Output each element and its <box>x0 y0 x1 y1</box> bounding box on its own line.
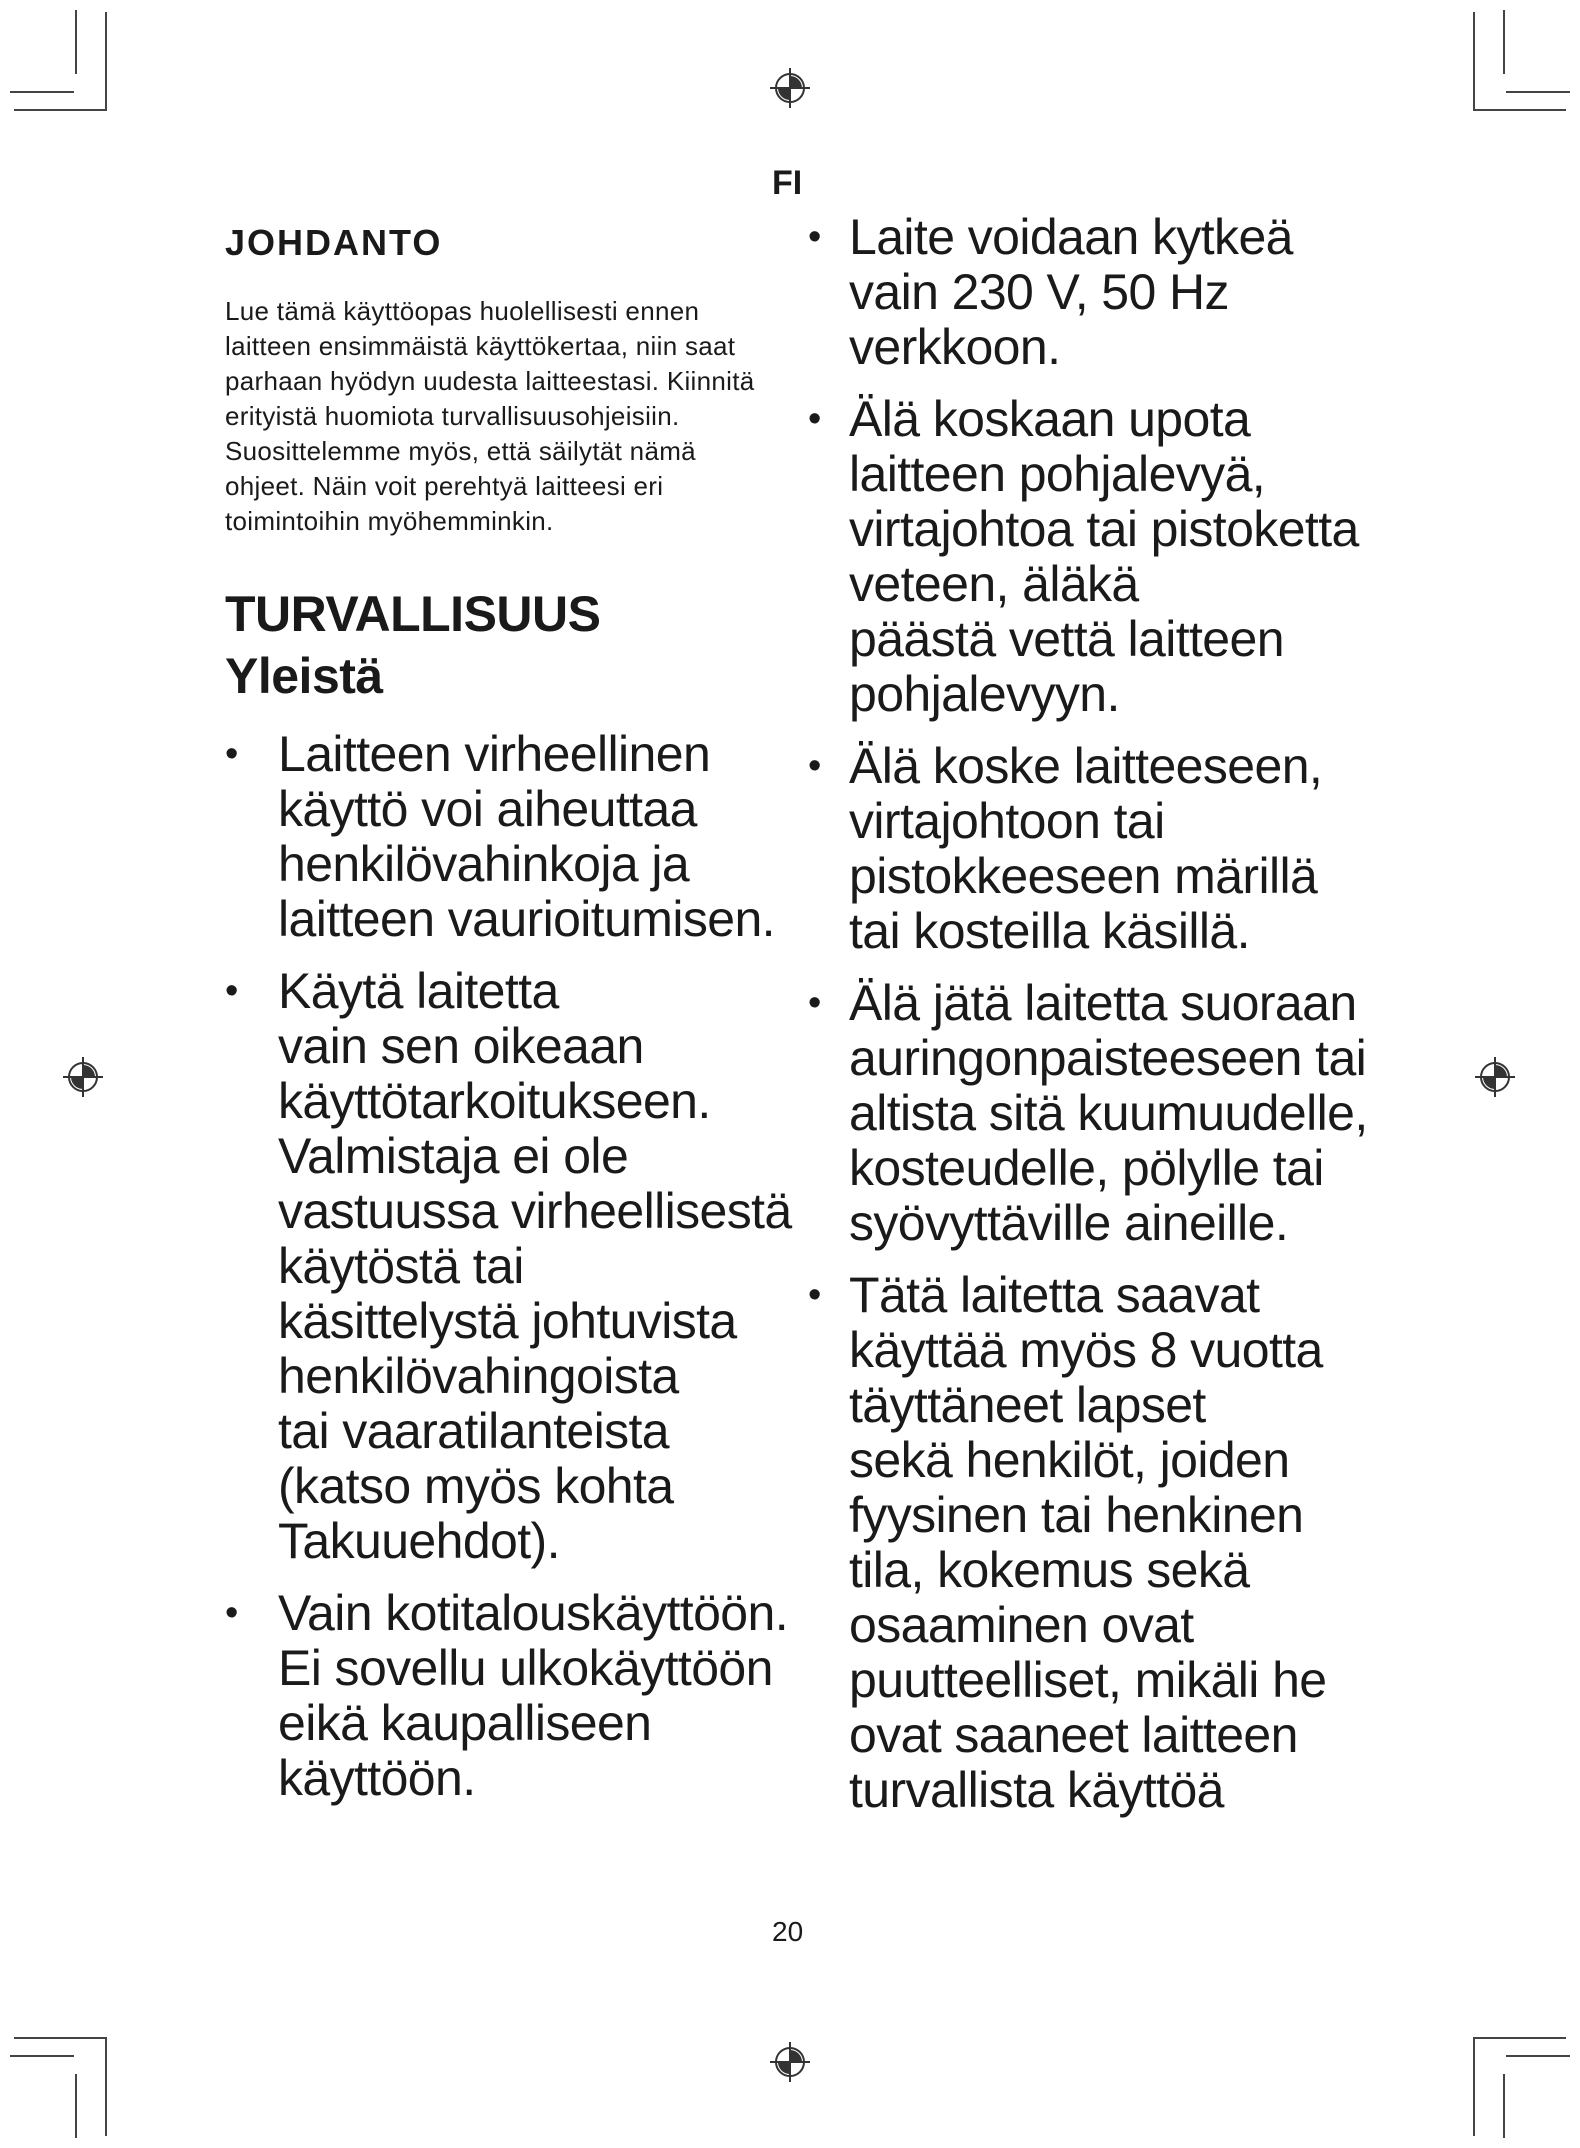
safety-list-right <box>808 210 1418 1818</box>
registration-mark-icon <box>768 66 812 110</box>
bullet-icon: • <box>225 1592 238 1634</box>
list-item <box>808 392 1418 722</box>
bullet-icon: • <box>225 733 238 775</box>
list-item-text: Laitteen virheellinen käyttö voi aiheuttaa henkilövahinkoja ja laitteen vaurioitumisen. <box>278 726 775 947</box>
bullet-icon: • <box>808 398 821 440</box>
list-item <box>808 739 1418 959</box>
list-item <box>225 964 825 1569</box>
bullet-icon: • <box>808 1274 821 1316</box>
left-column <box>225 222 825 1823</box>
list-item-text: Älä jätä laitetta suoraan auringonpaisteeseen tai altista sitä kuumuudelle, kosteudelle, pölylle tai syövyttäville aineille. <box>849 975 1368 1251</box>
list-item-text: Käytä laitetta vain sen oikeaan käyttötarkoitukseen. Valmistaja ei ole vastuussa virheellisestä käytöstä tai käsittelystä johtuvista henkilövahingoista tai vaaratilanteista (katso myös kohta Takuuehdot). <box>278 963 792 1569</box>
intro-text: Lue tämä käyttöopas huolellisesti ennen laitteen ensimmäistä käyttökertaa, niin saat parhaan hyödyn uudesta laitteestasi. Kiinnitä erityistä huomiota turvallisuusohjeisiin. Suosittelemme myös, että säilytät nämä ohjeet. Näin voit perehtyä laitteesi eri toimintoihin myöhemminkin. <box>225 296 755 536</box>
list-item-text: Vain kotitalouskäyttöön. Ei sovellu ulkokäyttöön eikä kaupalliseen käyttöön. <box>278 1585 788 1806</box>
list-item-text: Tätä laitetta saavat käyttää myös 8 vuotta täyttäneet lapset sekä henkilöt, joiden fyysinen tai henkinen tila, kokemus sekä osaaminen ovat puutteelliset, mikäli he ovat saaneet laitteen turvallista käyttöä <box>849 1267 1327 1818</box>
page-number: 20 <box>772 1916 804 1947</box>
bullet-icon: • <box>808 745 821 787</box>
list-item-text: Laite voidaan kytkeä vain 230 V, 50 Hz verkkoon. <box>849 209 1293 375</box>
registration-mark-icon <box>1473 1055 1517 1099</box>
registration-mark-icon <box>61 1055 105 1099</box>
list-item <box>808 976 1418 1251</box>
safety-list-left <box>225 727 825 1806</box>
list-item <box>808 1268 1418 1818</box>
language-code: FI <box>772 164 803 202</box>
bullet-icon: • <box>808 982 821 1024</box>
list-item <box>225 1586 825 1806</box>
general-subheading: Yleistä <box>225 648 383 704</box>
safety-heading: TURVALLISUUS <box>225 586 601 642</box>
list-item <box>225 727 825 947</box>
bullet-icon: • <box>225 970 238 1012</box>
list-item-text: Älä koskaan upota laitteen pohjalevyä, virtajohtoa tai pistoketta veteen, äläkä päästä vettä laitteen pohjalevyyn. <box>849 391 1359 722</box>
right-column <box>808 210 1418 1835</box>
list-item-text: Älä koske laitteeseen, virtajohtoon tai pistokkeeseen märillä tai kosteilla käsillä. <box>849 738 1323 959</box>
list-item <box>808 210 1418 375</box>
registration-mark-icon <box>768 2040 812 2084</box>
bullet-icon: • <box>808 216 821 258</box>
intro-heading: JOHDANTO <box>225 222 443 263</box>
